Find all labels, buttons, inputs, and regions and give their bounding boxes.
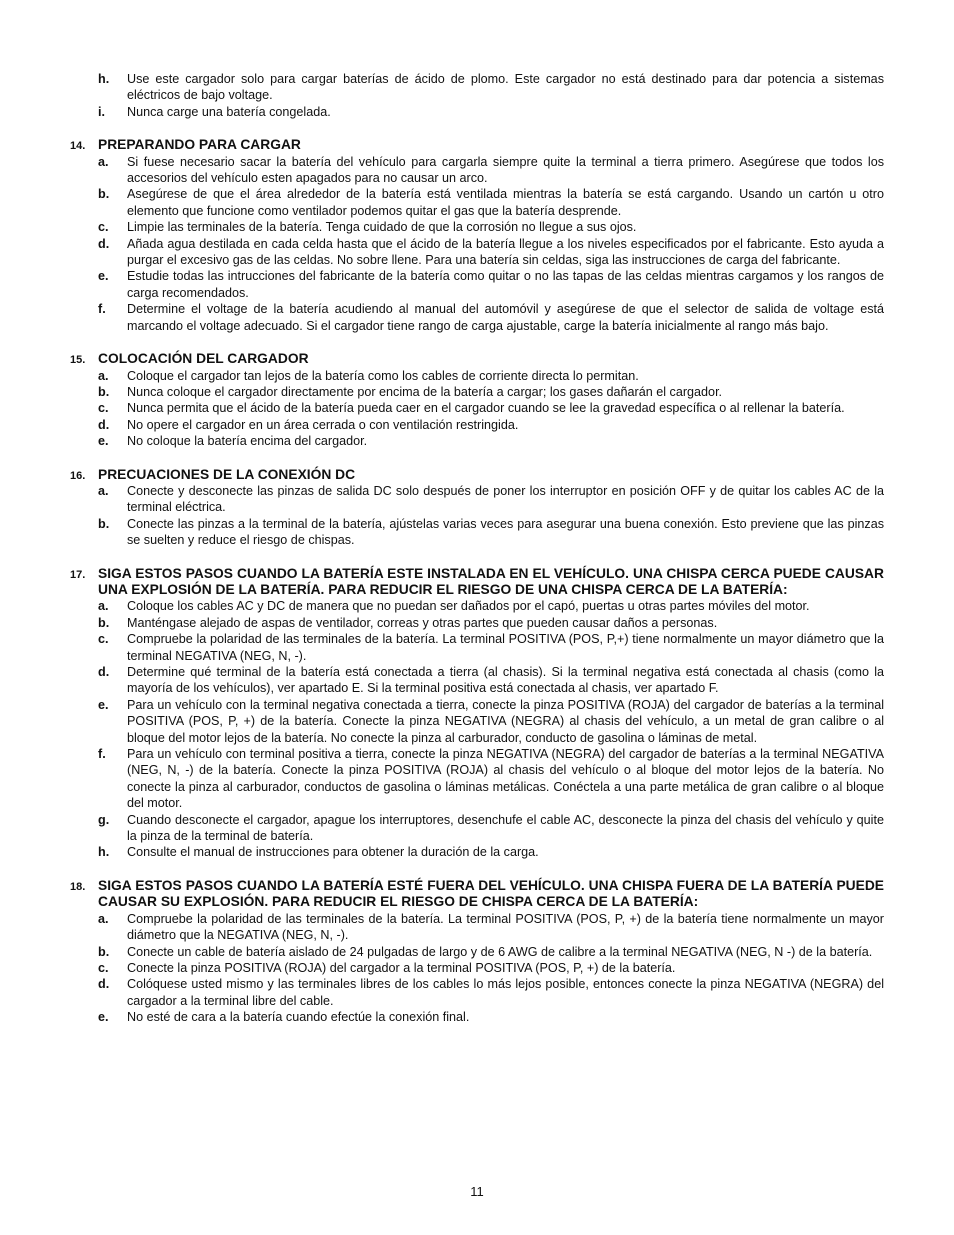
list-item — [70, 483, 884, 516]
item-letter: e. — [98, 269, 109, 284]
section-18 — [70, 878, 884, 1026]
item-text: Nunca permita que el ácido de la batería pueda caer en el cargador cuando se lee la gravedad específica o al rellenar la batería. — [127, 401, 845, 416]
list-item — [70, 186, 884, 219]
section-number: 14. — [70, 140, 86, 153]
item-text: Coloque los cables AC y DC de manera que no puedan ser dañados por el capó, puertas u otras partes móviles del motor. — [127, 599, 810, 614]
list-item — [70, 598, 884, 614]
item-letter: g. — [98, 812, 110, 827]
item-text: Colóquese usted mismo y las terminales libres de los cables lo más lejos posible, entonces conecte la pinza NEGATIVA (NEGRA) del cargador a la terminal libre del cable. — [127, 977, 884, 1008]
item-text: Nunca carge una batería congelada. — [127, 104, 331, 119]
item-text: Para un vehículo con la terminal negativa conectada a tierra, conecte la pinza POSITIVA (ROJA) del cargador de baterías a la terminal POSITIVA (POS, P, +) de la batería. Conecte la pinza NEGATIVA (NEGRA) al chasis del vehículo, a un metal de gran calibre o al bloque del motor lejos de la batería. No conecte la pinza al carburador, conducto de gasolina o láminas de metal. — [127, 697, 884, 745]
item-text: Determine el voltage de la batería acudiendo al manual del automóvil y asegúrese de que el selector de salida de voltage está marcando el voltage adecuado. Si el cargador tiene rango de carga ajustable, carge la batería inicialmente al rango más bajo. — [127, 302, 884, 333]
item-letter: f. — [98, 302, 106, 317]
list-item — [70, 1009, 884, 1025]
section-number: 18. — [70, 880, 86, 893]
list-item — [70, 615, 884, 631]
section-title: SIGA ESTOS PASOS CUANDO LA BATERÍA ESTÉ FUERA DEL VEHÍCULO. UNA CHISPA FUERA DE LA BATERÍA PUEDE CAUSAR SU EXPLOSIÓN. PARA REDUCIR EL RIESGO DE CHISPA CERCA DE LA BATERÍA: — [98, 877, 884, 910]
list-item — [70, 433, 884, 449]
item-text: Determine qué terminal de la batería está conectada a tierra (al chasis). Si la terminal negativa está conectada al chasis (como la mayoría de los vehículos), ver apartado E. Si la terminal positiva está conectada al chasis, ver apartado F. — [127, 665, 884, 696]
list-item — [70, 746, 884, 812]
item-letter: e. — [98, 434, 109, 449]
item-text: Nunca coloque el cargador directamente por encima de la batería a cargar; los gases dañarán el cargador. — [127, 384, 723, 399]
item-letter: i. — [98, 104, 105, 119]
section-heading — [70, 351, 884, 367]
list-item — [70, 976, 884, 1009]
section-number: 16. — [70, 469, 86, 482]
item-letter: e. — [98, 697, 109, 712]
item-text: Manténgase alejado de aspas de ventilador, correas y otras partes que pueden causar daños a personas. — [127, 615, 718, 630]
list-item — [70, 911, 884, 944]
item-text: Para un vehículo con terminal positiva a tierra, conecte la pinza NEGATIVA (NEGRA) del cargador de baterías a la terminal NEGATIVA (NEG, N, -) de la batería. Conecte la pinza POSITIVA (ROJA) al chasis del vehículo o al bloque del motor lejos de la batería. No conecte la pinza al carburador, conductos de gasolina o láminas metálicas. Conéctela a una parte metálica de gran calibre o al bloque del motor. — [127, 747, 884, 811]
item-letter: b. — [98, 516, 110, 531]
item-text: Consulte el manual de instrucciones para obtener la duración de la carga. — [127, 845, 539, 860]
section-title: COLOCACIÓN DEL CARGADOR — [98, 351, 309, 367]
list-item — [70, 368, 884, 384]
list-item — [70, 71, 884, 104]
item-text: Conecte y desconecte las pinzas de salida DC solo después de poner los interruptor en posición OFF y de quitar los cables AC de la terminal eléctrica. — [127, 483, 884, 515]
section-14 — [70, 137, 884, 334]
item-letter: e. — [98, 1010, 109, 1025]
section-heading — [70, 137, 884, 153]
item-letter: d. — [98, 977, 110, 992]
item-letter: c. — [98, 960, 109, 975]
item-letter: a. — [98, 154, 109, 169]
section-heading — [70, 467, 884, 483]
item-letter: h. — [98, 845, 110, 860]
list-item — [70, 697, 884, 746]
item-text: Limpie las terminales de la batería. Tenga cuidado de que la corrosión no llegue a sus ojos. — [127, 220, 637, 235]
list-item — [70, 268, 884, 301]
item-text: No esté de cara a la batería cuando efectúe la conexión final. — [127, 1010, 470, 1025]
page-content — [70, 71, 884, 1026]
item-text: No coloque la batería encima del cargador. — [127, 434, 368, 449]
section-number: 15. — [70, 354, 86, 367]
list-item — [70, 154, 884, 187]
item-letter: a. — [98, 599, 109, 614]
item-text: Compruebe la polaridad de las terminales de la batería. La terminal POSITIVA (POS, P, +) de la batería tiene normalmente un mayor diámetro que la NEGATIVA (NEG, N, -). — [127, 911, 884, 943]
item-text: Conecte un cable de batería aislado de 24 pulgadas de largo y de 6 AWG de calibre a la terminal NEGATIVA (NEG, N -) de la batería. — [127, 944, 873, 959]
item-text: Si fuese necesario sacar la batería del vehículo para cargarla siempre quite la terminal a tierra primero. Asegúrese que todos los accesorios del vehículo esten apagados para no causar un arco. — [127, 154, 884, 186]
item-letter: a. — [98, 483, 109, 498]
item-letter: b. — [98, 187, 110, 202]
item-letter: c. — [98, 401, 109, 416]
item-text: No opere el cargador en un área cerrada o con ventilación restringida. — [127, 417, 519, 432]
item-letter: b. — [98, 615, 110, 630]
item-letter: b. — [98, 944, 110, 959]
item-text: Coloque el cargador tan lejos de la batería como los cables de corriente directa lo permitan. — [127, 368, 639, 383]
item-letter: d. — [98, 665, 110, 679]
list-item — [70, 812, 884, 845]
list-item — [70, 104, 884, 120]
list-item — [70, 301, 884, 334]
section-17 — [70, 566, 884, 861]
item-letter: h. — [98, 72, 110, 86]
page-number: 11 — [470, 1184, 484, 1199]
item-text: Conecte la pinza POSITIVA (ROJA) del cargador a la terminal POSITIVA (POS, P, +) de la batería. — [127, 960, 676, 975]
section-heading — [70, 878, 884, 911]
list-item — [70, 400, 884, 416]
item-text: Estudie todas las intrucciones del fabricante de la batería como quitar o no las tapas de las celdas mientras cargamos y los rangos de carga recomendados. — [127, 269, 884, 300]
item-letter: f. — [98, 747, 106, 762]
list-item — [70, 219, 884, 235]
item-letter: d. — [98, 417, 110, 432]
list-item — [70, 516, 884, 549]
item-letter: d. — [98, 236, 110, 251]
item-text: Conecte las pinzas a la terminal de la batería, ajústelas varias veces para asegurar una buena conexión. Esto previene que las pinzas se suelten y reduce el riesgo de chispas. — [127, 516, 884, 548]
item-letter: a. — [98, 911, 109, 926]
item-letter: c. — [98, 220, 109, 235]
list-item — [70, 384, 884, 400]
section-title: SIGA ESTOS PASOS CUANDO LA BATERÍA ESTE INSTALADA EN EL VEHÍCULO. UNA CHISPA CERCA PUEDE CAUSAR UNA EXPLOSIÓN DE LA BATERÍA. PARA REDUCIR EL RIESGO DE UNA CHISPA CERCA DE LA BATERÍA: — [98, 565, 884, 597]
section-heading — [70, 566, 884, 599]
item-letter: c. — [98, 632, 109, 647]
item-text: Compruebe la polaridad de las terminales de la batería. La terminal POSITIVA (POS, P,+) tiene normalmente un mayor diámetro que la terminal NEGATIVA (NEG, N, -). — [127, 632, 884, 663]
item-text: Cuando desconecte el cargador, apague los interruptores, desenchufe el cable AC, desconecte la pinza del chasis del vehículo y quite la pinza de la terminal de batería. — [127, 812, 884, 844]
section-title: PREPARANDO PARA CARGAR — [98, 137, 301, 153]
list-item — [70, 417, 884, 433]
list-item — [70, 236, 884, 269]
list-item — [70, 631, 884, 664]
list-item — [70, 664, 884, 697]
item-letter: b. — [98, 384, 110, 399]
list-item — [70, 944, 884, 960]
list-item — [70, 844, 884, 860]
section-16 — [70, 467, 884, 549]
item-letter: a. — [98, 368, 109, 383]
section-15 — [70, 351, 884, 449]
item-text: Use este cargador solo para cargar baterías de ácido de plomo. Este cargador no está destinado para dar potencia a sistemas eléctricos de bajo voltage. — [127, 72, 884, 103]
intro-list — [70, 71, 884, 120]
item-text: Añada agua destilada en cada celda hasta que el ácido de la batería llegue a los niveles especificados por el fabricante. Esto ayuda a purgar el excesivo gas de las celdas. No sobre llene. Para una batería sin celdas, siga las instrucciones de carga del fabricante. — [127, 236, 884, 268]
list-item — [70, 960, 884, 976]
section-title: PRECUACIONES DE LA CONEXIÓN DC — [98, 466, 356, 482]
item-text: Asegúrese de que el área alrededor de la batería está ventilada mientras la batería se está cargando. Usando un cartón u otro elemento que funcione como ventilador podemos quitar el gas que la batería desprende. — [127, 187, 884, 218]
section-number: 17. — [70, 568, 86, 581]
